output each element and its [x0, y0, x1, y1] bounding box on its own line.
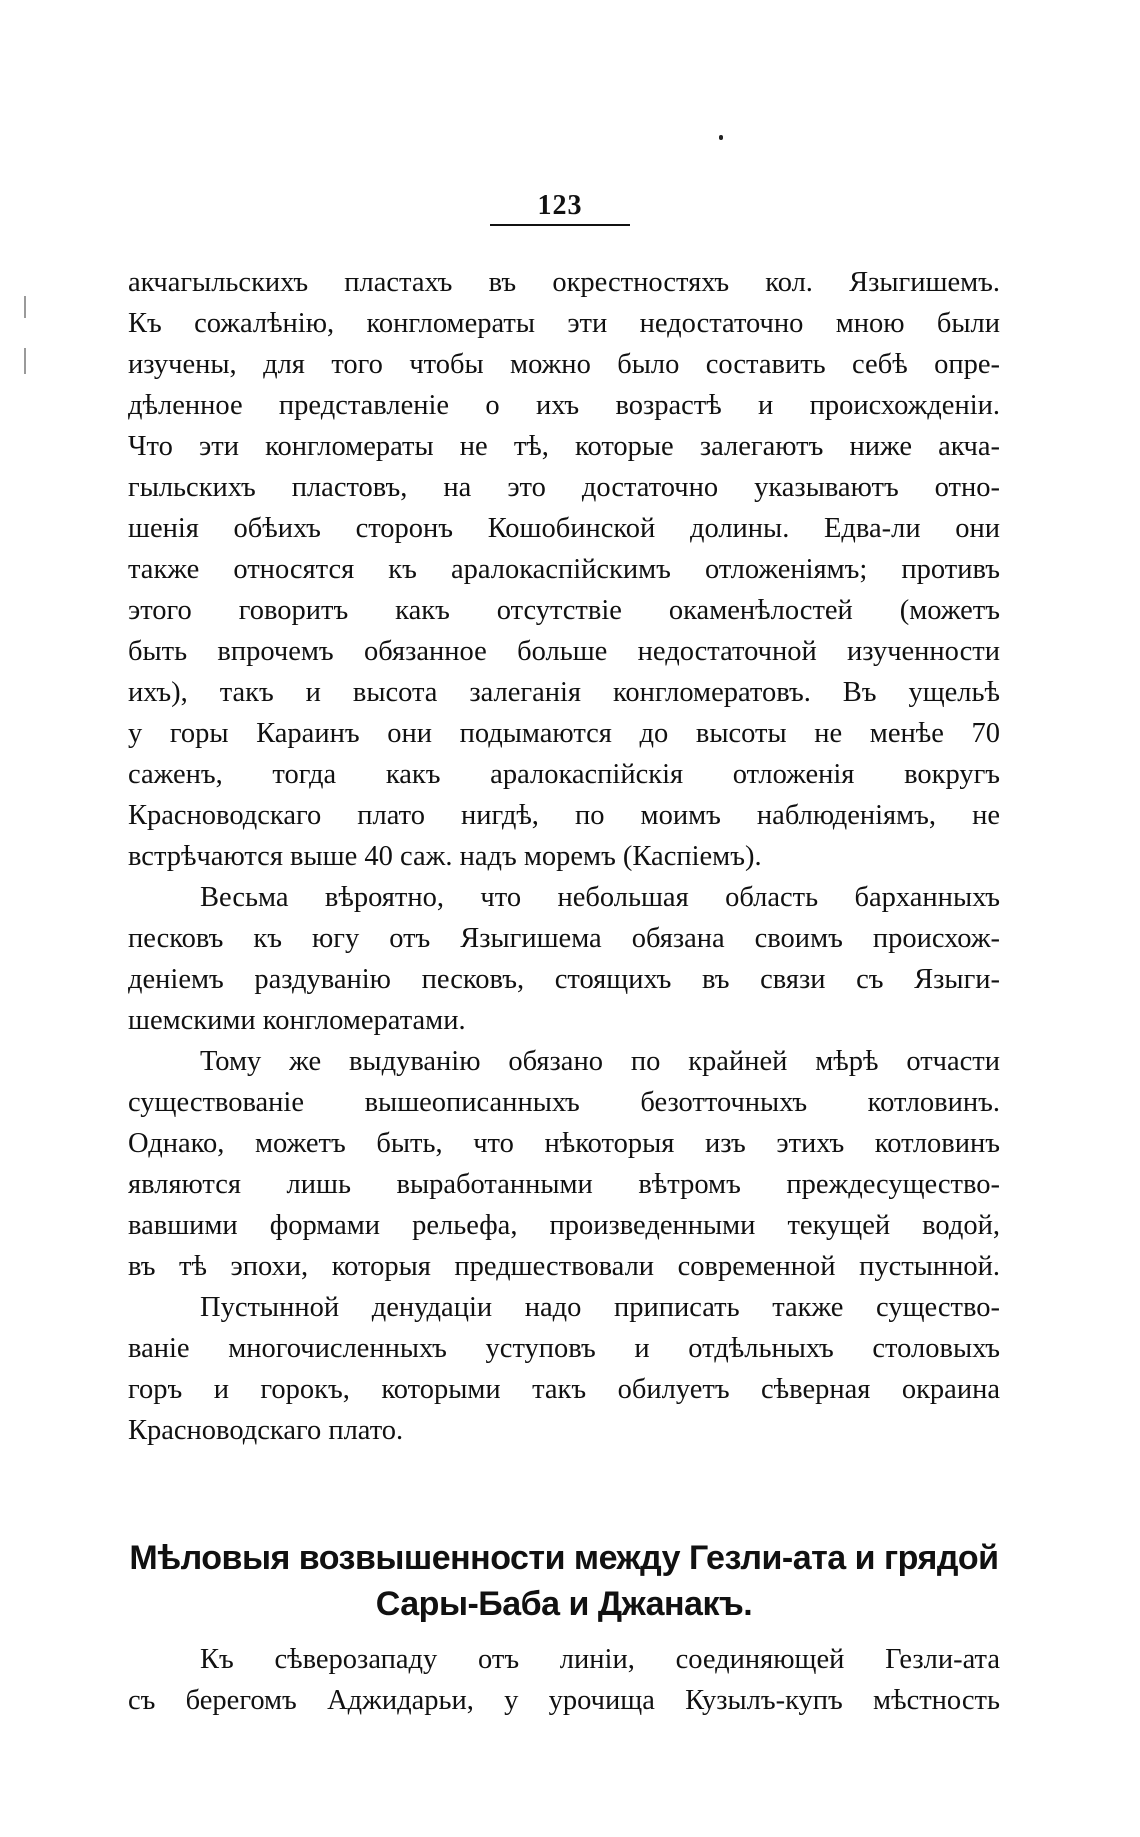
page-number-rule — [490, 224, 630, 226]
text-line: Красноводскаго плато нигдѣ, по моимъ наблюденіямъ, не — [128, 800, 1000, 831]
paragraph-4 — [128, 1287, 1000, 1451]
section-heading — [128, 1535, 1000, 1627]
heading-spacer — [128, 1627, 1000, 1639]
text-line: Что эти конгломераты не тѣ, которые залегаютъ ниже акча- — [128, 431, 1000, 462]
section-spacer — [128, 1451, 1000, 1535]
margin-scan-marks — [24, 296, 27, 374]
text-line: этого говоритъ какъ отсутствіе окаменѣлостей (можетъ — [128, 595, 1000, 626]
text-line: акчагыльскихъ пластахъ въ окрестностяхъ кол. Языгишемъ. — [128, 267, 1000, 298]
section-paragraph-1 — [128, 1639, 1000, 1721]
text-line: ихъ), такъ и высота залеганія конгломератовъ. Въ ущельѣ — [128, 677, 1000, 708]
text-line: встрѣчаются выше 40 саж. надъ моремъ (Каспіемъ). — [128, 841, 762, 872]
page-number: 123 — [537, 190, 583, 221]
text-line: являются лишь выработанными вѣтромъ преждесущество- — [128, 1169, 1000, 1200]
print-speck — [719, 135, 723, 140]
text-line: Пустынной денудаціи надо приписать также существо- — [200, 1292, 1000, 1323]
paragraph-3 — [128, 1041, 1000, 1287]
text-line: саженъ, тогда какъ аралокаспійскія отложенія вокругъ — [128, 759, 1000, 790]
paragraph-1 — [128, 262, 1000, 877]
text-line: также относятся къ аралокаспійскимъ отложеніямъ; противъ — [128, 554, 1000, 585]
text-line: песковъ къ югу отъ Языгишема обязана своимъ происхож- — [128, 923, 1000, 954]
text-line: деніемъ раздуванію песковъ, стоящихъ въ связи съ Языги- — [128, 964, 1000, 995]
text-line: вавшими формами рельефа, произведенными текущей водой, — [128, 1210, 1000, 1241]
paragraph-2 — [128, 877, 1000, 1041]
text-line: Къ сѣверозападу отъ линіи, соединяющей Гезли-ата — [200, 1644, 1000, 1675]
text-line: у горы Караинъ они подымаются до высоты не менѣе 70 — [128, 718, 1000, 749]
text-line: шемскими конгломератами. — [128, 1005, 466, 1036]
section-heading-line-2: Сары-Баба и Джанакъ. — [375, 1585, 753, 1623]
text-line: изучены, для того чтобы можно было составить себѣ опре- — [128, 349, 1000, 380]
text-line: существованіе вышеописанныхъ безотточныхъ котловинъ. — [128, 1087, 1000, 1118]
text-line: Красноводскаго плато. — [128, 1415, 404, 1446]
text-line: горъ и горокъ, которыми такъ обилуетъ сѣверная окраина — [128, 1374, 1000, 1405]
text-line: быть впрочемъ обязанное больше недостаточной изученности — [128, 636, 1000, 667]
text-line: Къ сожалѣнію, конгломераты эти недостаточно мною были — [128, 308, 1000, 339]
text-line: въ тѣ эпохи, которыя предшествовали современной пустынной. — [128, 1251, 1000, 1282]
text-line: Тому же выдуванію обязано по крайней мѣрѣ отчасти — [200, 1046, 1000, 1077]
text-line: съ берегомъ Аджидарьи, у урочища Кузылъ-купъ мѣстность — [128, 1685, 1000, 1716]
section-heading-line-1: Мѣловыя возвышенности между Гезли-ата и грядой — [129, 1539, 999, 1577]
text-line: Однако, можетъ быть, что нѣкоторыя изъ этихъ котловинъ — [128, 1128, 1000, 1159]
text-line: ваніе многочисленныхъ уступовъ и отдѣльныхъ столовыхъ — [128, 1333, 1000, 1364]
text-line: дѣленное представленіе о ихъ возрастѣ и происхожденіи. — [128, 390, 1000, 421]
text-line: Весьма вѣроятно, что небольшая область барханныхъ — [200, 882, 1000, 913]
text-line: гыльскихъ пластовъ, на это достаточно указываютъ отно- — [128, 472, 1000, 503]
text-line: шенія обѣихъ сторонъ Кошобинской долины. Едва-ли они — [128, 513, 1000, 544]
body-text — [128, 262, 1000, 1721]
